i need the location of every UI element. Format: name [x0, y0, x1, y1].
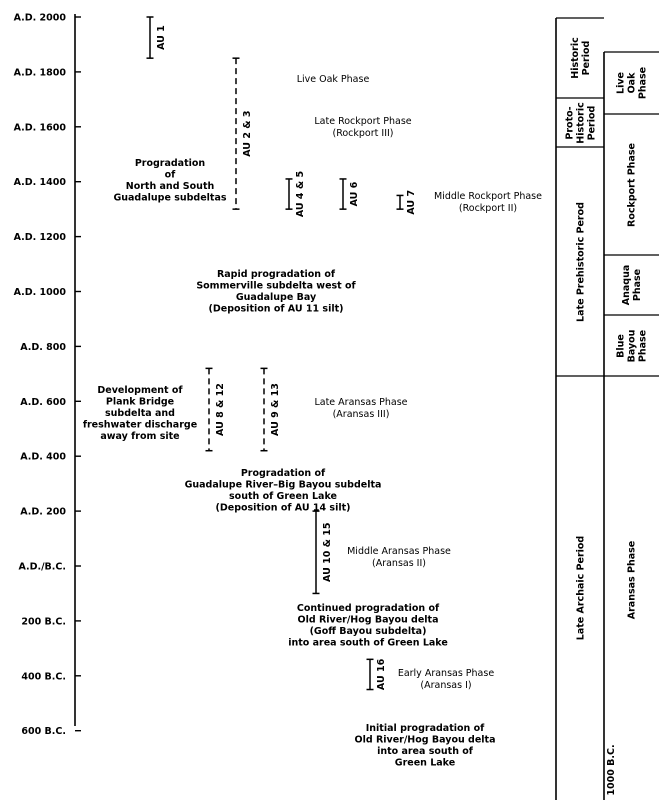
axis-tick-label: A.D. 200	[20, 506, 66, 518]
environment-note: Guadalupe Bay	[235, 292, 317, 303]
axis-tick-label: A.D. 400	[20, 451, 66, 463]
axis-tick-label: A.D. 1200	[13, 232, 66, 244]
axis-tick-label: 200 B.C.	[21, 616, 66, 628]
bottom-date-label: 1000 B.C.	[606, 744, 617, 796]
environment-note: North and South	[125, 181, 215, 192]
unit-label: AU 9 & 13	[270, 383, 281, 436]
axis-tick-label: A.D. 1000	[13, 287, 66, 298]
culture-phase-label: Phase	[632, 268, 643, 302]
period-label-group	[570, 37, 592, 79]
environment-note: Progradation of	[240, 468, 326, 479]
environment-note: (Deposition of AU 14 silt)	[215, 502, 351, 514]
environment-note: subdelta and	[105, 408, 175, 419]
environment-note: Old River/Hog Bayou delta	[354, 734, 496, 746]
phase-label: Middle Rockport Phase	[434, 191, 542, 202]
environment-note: (Goff Bayou subdelta)	[309, 626, 427, 637]
phase-label: Live Oak Phase	[296, 74, 370, 85]
environment-note: of	[164, 169, 176, 181]
axis-tick-label: A.D. 1600	[13, 122, 66, 134]
period-label: Late Prehistoric Perod	[575, 202, 587, 322]
unit-label: AU 7	[406, 189, 417, 215]
culture-phase-label-group	[627, 541, 638, 619]
phase-label: Middle Aransas Phase	[347, 546, 451, 557]
unit-label: AU 4 & 5	[295, 170, 306, 218]
axis-tick-label: A.D. 800	[20, 341, 66, 353]
environment-note: (Deposition of AU 11 silt)	[208, 303, 344, 315]
phase-label: Late Rockport Phase	[314, 116, 412, 127]
environment-note: Initial progradation of	[365, 723, 485, 734]
phase-label: (Aransas III)	[332, 409, 390, 420]
environment-note: south of Green Lake	[229, 491, 337, 502]
culture-phase-label-group	[621, 265, 643, 306]
unit-label: AU 10 & 15	[322, 522, 333, 582]
period-label: Late Archaic Period	[575, 535, 587, 641]
culture-phase-label: Aransas Phase	[626, 540, 638, 620]
environment-note: Guadalupe subdeltas	[113, 192, 227, 204]
axis-tick-label: A.D. 2000	[13, 12, 66, 24]
environment-note: freshwater discharge	[82, 419, 198, 431]
phase-label: (Aransas II)	[371, 558, 427, 569]
environment-note: Development of	[97, 385, 183, 396]
unit-label: AU 6	[349, 181, 360, 207]
period-label-group	[576, 202, 587, 322]
axis-tick-label: 400 B.C.	[21, 671, 66, 683]
culture-phase-label: Rockport Phase	[626, 143, 638, 227]
unit-label: AU 16	[376, 658, 387, 691]
culture-phase-label-group	[616, 67, 649, 99]
environment-note: Guadalupe River–Big Bayou subdelta	[184, 479, 382, 491]
environment-note: Green Lake	[394, 757, 456, 769]
environment-note: Old River/Hog Bayou delta	[297, 614, 439, 626]
culture-phase-label-group	[616, 330, 649, 363]
period-label: Historic	[570, 37, 581, 79]
phase-label: (Rockport II)	[458, 203, 518, 214]
unit-label: AU 2 & 3	[242, 110, 253, 157]
period-label: Proto-	[564, 106, 576, 140]
culture-phase-label: Blue	[615, 334, 627, 358]
period-label: Historic	[575, 102, 587, 144]
environment-note: Continued progradation of	[296, 603, 440, 614]
environment-note: Progradation	[134, 158, 206, 169]
axis-tick-label: A.D./B.C.	[18, 561, 66, 573]
axis-tick-label: A.D. 600	[20, 396, 66, 408]
culture-phase-label: Oak	[626, 72, 638, 94]
environment-note: Rapid progradation of	[216, 269, 336, 280]
axis-tick-label: A.D. 1400	[13, 177, 66, 189]
period-label-group	[565, 102, 598, 144]
period-label: Period	[581, 40, 592, 76]
culture-phase-label: Phase	[637, 329, 649, 363]
phase-label: Early Aransas Phase	[397, 668, 495, 679]
phase-label: (Rockport III)	[332, 128, 394, 139]
culture-phase-label-group	[627, 143, 638, 227]
environment-note: Sommerville subdelta west of	[196, 280, 356, 292]
axis-tick-label: 600 B.C.	[21, 726, 66, 738]
period-label: Period	[586, 105, 598, 141]
period-label-group	[576, 536, 587, 640]
unit-label: AU 1	[156, 25, 167, 50]
phase-label: Late Aransas Phase	[314, 397, 408, 408]
environment-note: into area south of	[377, 746, 473, 757]
unit-label: AU 8 & 12	[215, 383, 226, 436]
culture-phase-label: Anaqua	[621, 264, 632, 306]
phase-label: (Aransas I)	[420, 680, 472, 691]
culture-phase-label: Bayou	[626, 329, 638, 363]
culture-phase-label: Live	[615, 72, 627, 94]
environment-note: away from site	[100, 431, 180, 442]
environment-note: into area south of Green Lake	[288, 637, 448, 649]
axis-tick-label: A.D. 1800	[13, 67, 66, 79]
environment-note: Plank Bridge	[105, 396, 175, 408]
culture-phase-label: Phase	[637, 66, 649, 100]
